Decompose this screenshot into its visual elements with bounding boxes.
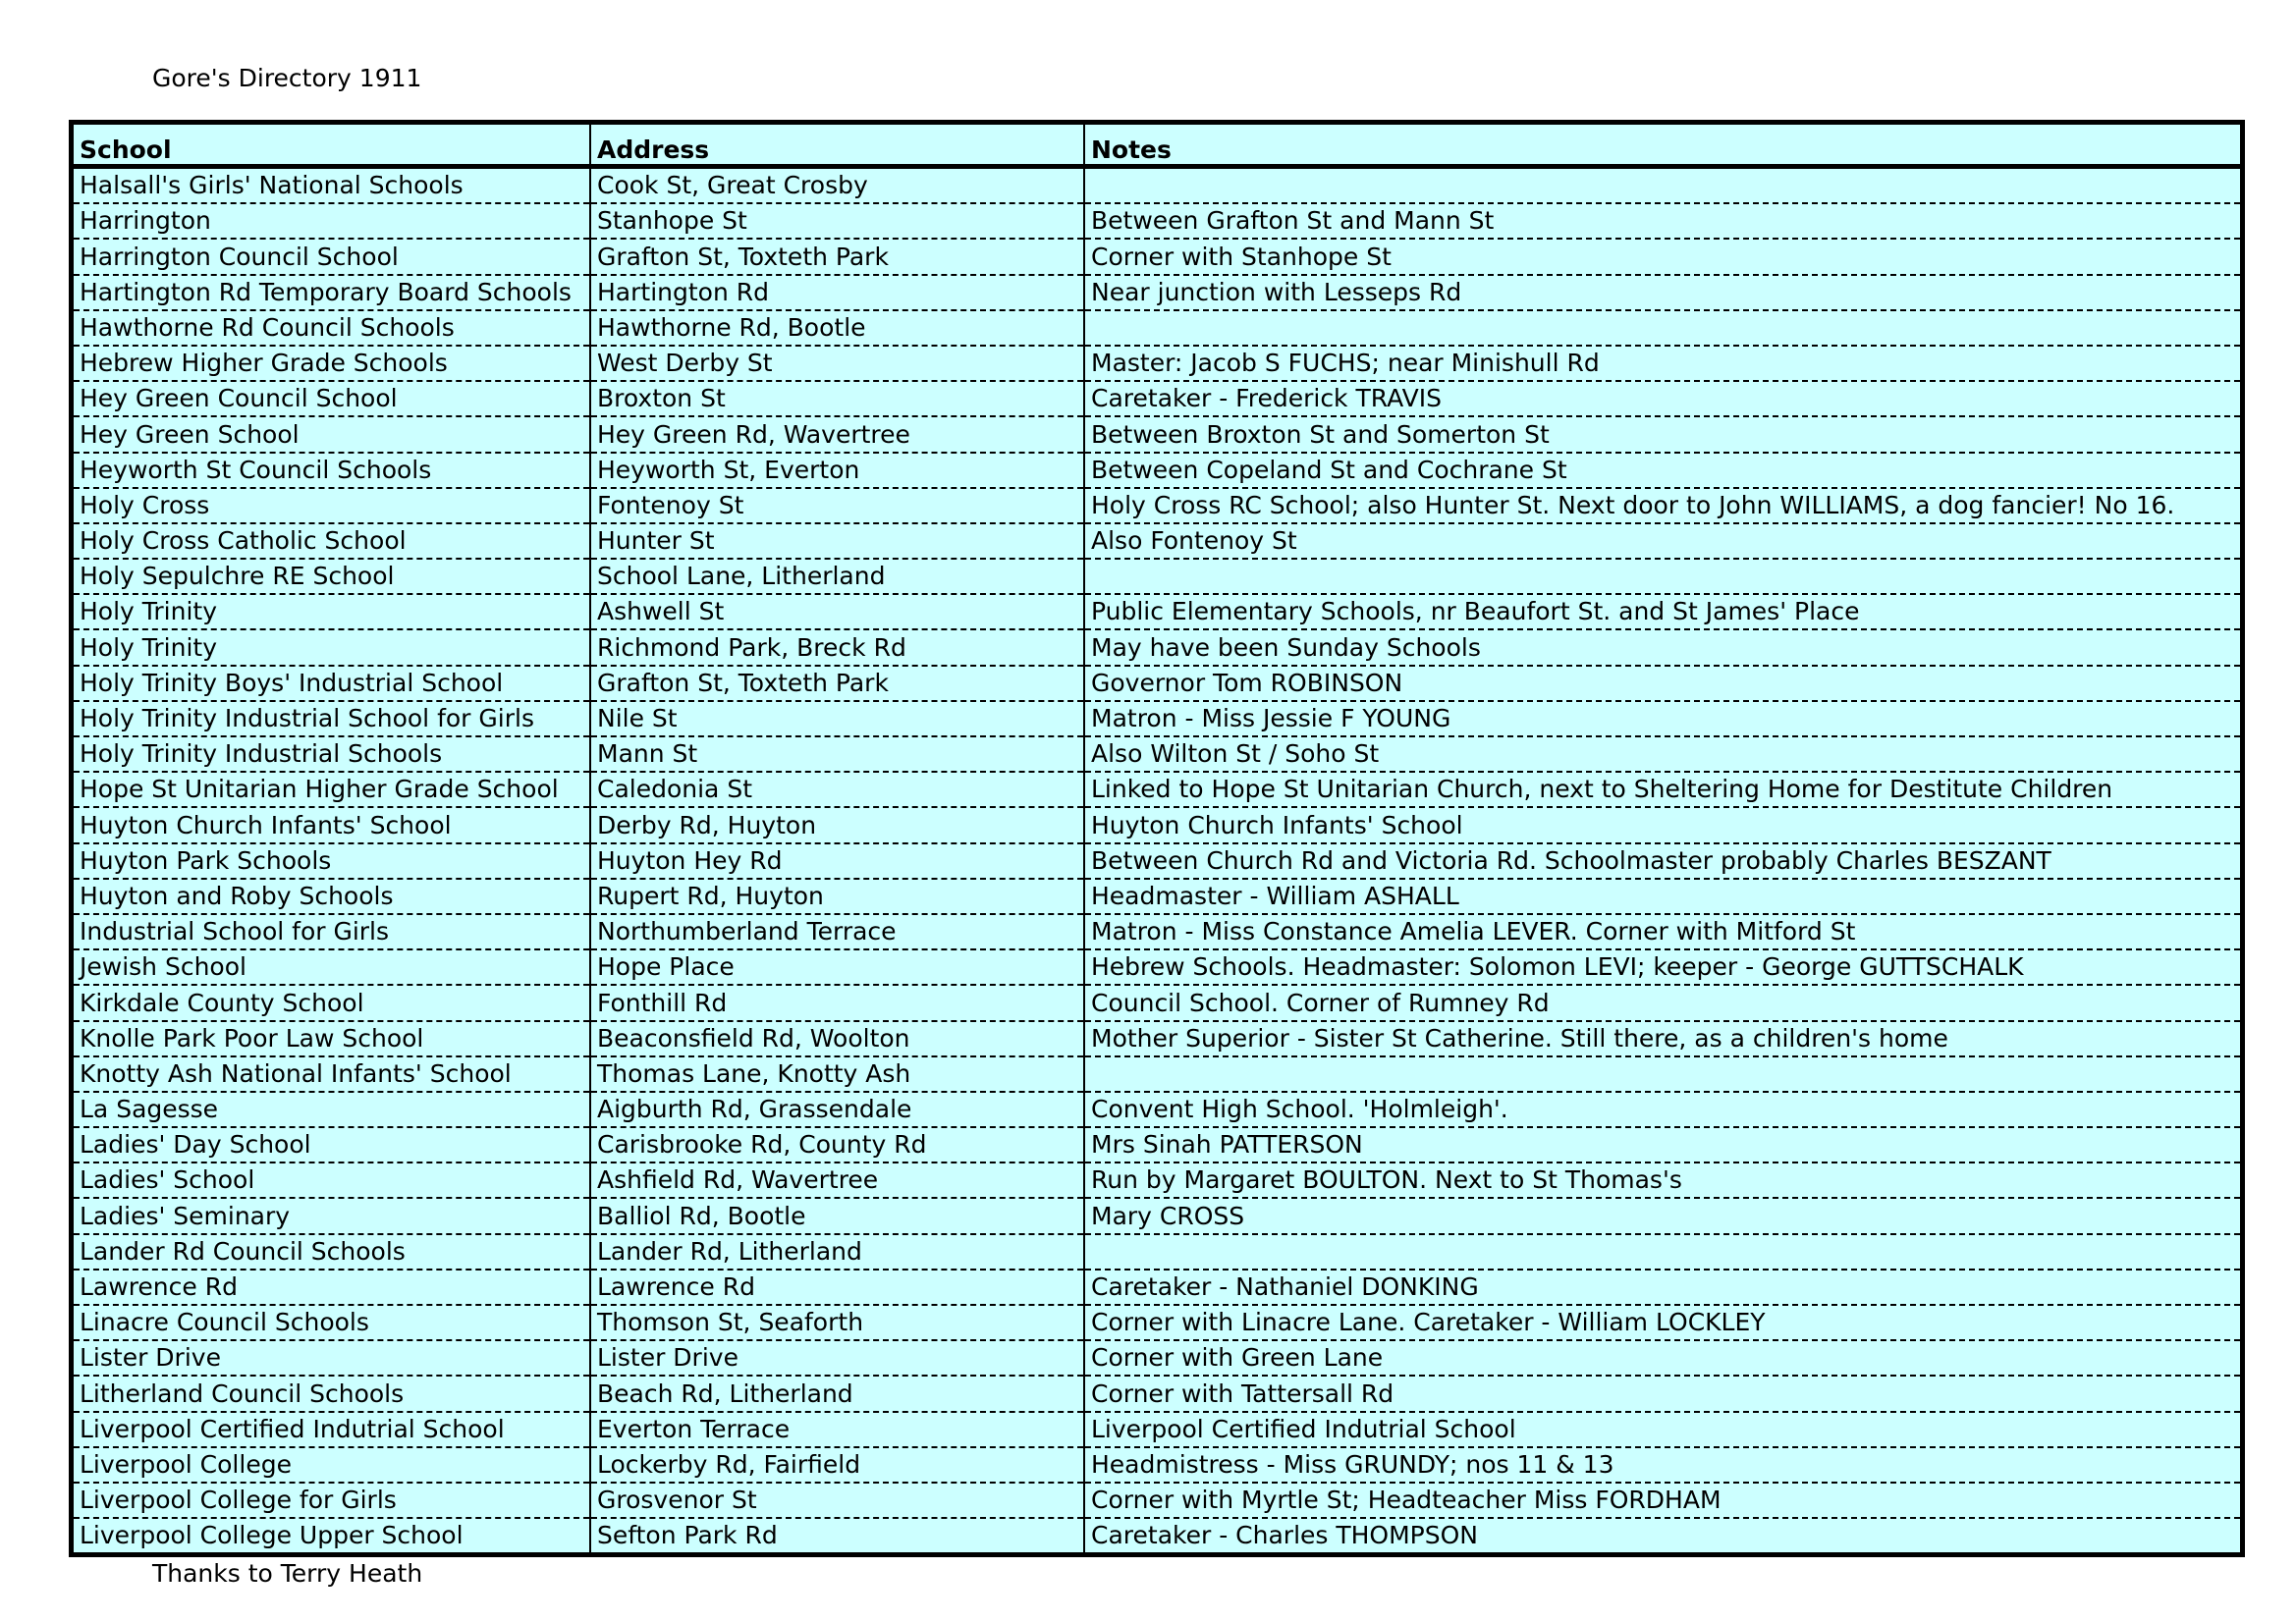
cell-address: Lockerby Rd, Fairfield (590, 1447, 1084, 1483)
table-row (74, 1198, 2240, 1233)
cell-school: Ladies' School (74, 1162, 590, 1198)
cell-school: Hartington Rd Temporary Board Schools (74, 275, 590, 310)
table-row (74, 523, 2240, 559)
table-row (74, 167, 2240, 204)
cell-notes: Mrs Sinah PATTERSON (1084, 1127, 2240, 1162)
cell-address: Hope Place (590, 949, 1084, 985)
cell-notes: Between Broxton St and Somerton St (1084, 416, 2240, 452)
table-row (74, 1127, 2240, 1162)
table-row (74, 488, 2240, 523)
cell-notes: Corner with Tattersall Rd (1084, 1376, 2240, 1411)
table-row (74, 736, 2240, 772)
cell-address: Huyton Hey Rd (590, 843, 1084, 879)
cell-notes: Caretaker - Nathaniel DONKING (1084, 1270, 2240, 1305)
cell-address: Heyworth St, Everton (590, 453, 1084, 488)
table-row (74, 843, 2240, 879)
table-row (74, 416, 2240, 452)
table-row (74, 914, 2240, 949)
cell-address: Hartington Rd (590, 275, 1084, 310)
table-row (74, 772, 2240, 807)
cell-address: Grosvenor St (590, 1483, 1084, 1518)
cell-school: Jewish School (74, 949, 590, 985)
cell-school: Kirkdale County School (74, 985, 590, 1020)
table-row (74, 1162, 2240, 1198)
cell-address: Fonthill Rd (590, 985, 1084, 1020)
cell-address: School Lane, Litherland (590, 559, 1084, 594)
footer-credit: Thanks to Terry Heath (152, 1559, 423, 1588)
cell-school: Hebrew Higher Grade Schools (74, 346, 590, 381)
cell-notes: Mary CROSS (1084, 1198, 2240, 1233)
table-row (74, 1234, 2240, 1270)
cell-address: Carisbrooke Rd, County Rd (590, 1127, 1084, 1162)
cell-school: Knotty Ash National Infants' School (74, 1056, 590, 1092)
cell-school: Ladies' Day School (74, 1127, 590, 1162)
cell-address: Lawrence Rd (590, 1270, 1084, 1305)
cell-notes: Corner with Stanhope St (1084, 239, 2240, 274)
cell-address: Beach Rd, Litherland (590, 1376, 1084, 1411)
cell-address: Balliol Rd, Bootle (590, 1198, 1084, 1233)
cell-address: Ashfield Rd, Wavertree (590, 1162, 1084, 1198)
cell-school: Holy Trinity (74, 629, 590, 665)
cell-school: Holy Trinity Boys' Industrial School (74, 666, 590, 701)
header-school: School (74, 125, 590, 167)
table-row (74, 629, 2240, 665)
table-row (74, 1518, 2240, 1552)
cell-notes: Matron - Miss Jessie F YOUNG (1084, 701, 2240, 736)
cell-notes: Mother Superior - Sister St Catherine. Still there, as a children's home (1084, 1021, 2240, 1056)
cell-school: La Sagesse (74, 1092, 590, 1127)
table-row (74, 949, 2240, 985)
cell-address: Lander Rd, Litherland (590, 1234, 1084, 1270)
cell-notes: Holy Cross RC School; also Hunter St. Next door to John WILLIAMS, a dog fancier! No 16. (1084, 488, 2240, 523)
table-row (74, 701, 2240, 736)
cell-school: Knolle Park Poor Law School (74, 1021, 590, 1056)
table-row (74, 310, 2240, 346)
table-row (74, 1376, 2240, 1411)
cell-notes: Between Grafton St and Mann St (1084, 203, 2240, 239)
cell-address: Stanhope St (590, 203, 1084, 239)
cell-school: Hawthorne Rd Council Schools (74, 310, 590, 346)
cell-school: Harrington (74, 203, 590, 239)
cell-address: Northumberland Terrace (590, 914, 1084, 949)
cell-school: Litherland Council Schools (74, 1376, 590, 1411)
table-row (74, 879, 2240, 914)
table-row (74, 1056, 2240, 1092)
cell-address: Hunter St (590, 523, 1084, 559)
table-row (74, 985, 2240, 1020)
table-header-row (74, 125, 2240, 167)
cell-address: Sefton Park Rd (590, 1518, 1084, 1552)
cell-address: Thomas Lane, Knotty Ash (590, 1056, 1084, 1092)
cell-notes: May have been Sunday Schools (1084, 629, 2240, 665)
cell-school: Huyton Church Infants' School (74, 807, 590, 842)
cell-school: Huyton Park Schools (74, 843, 590, 879)
cell-notes: Master: Jacob S FUCHS; near Minishull Rd (1084, 346, 2240, 381)
table-row (74, 1447, 2240, 1483)
cell-notes: Between Church Rd and Victoria Rd. Schoolmaster probably Charles BESZANT (1084, 843, 2240, 879)
table-row (74, 1092, 2240, 1127)
cell-notes: Corner with Myrtle St; Headteacher Miss FORDHAM (1084, 1483, 2240, 1518)
cell-notes: Linked to Hope St Unitarian Church, next to Sheltering Home for Destitute Children (1084, 772, 2240, 807)
cell-address: Broxton St (590, 381, 1084, 416)
cell-notes: Corner with Green Lane (1084, 1340, 2240, 1376)
cell-school: Hey Green School (74, 416, 590, 452)
cell-notes (1084, 1056, 2240, 1092)
table-row (74, 807, 2240, 842)
header-address: Address (590, 125, 1084, 167)
cell-address: Richmond Park, Breck Rd (590, 629, 1084, 665)
cell-school: Lawrence Rd (74, 1270, 590, 1305)
cell-school: Holy Trinity Industrial School for Girls (74, 701, 590, 736)
cell-address: Grafton St, Toxteth Park (590, 239, 1084, 274)
cell-address: Rupert Rd, Huyton (590, 879, 1084, 914)
cell-address: Fontenoy St (590, 488, 1084, 523)
table-row (74, 381, 2240, 416)
table-row (74, 1270, 2240, 1305)
table-row (74, 666, 2240, 701)
table-row (74, 453, 2240, 488)
cell-school: Holy Cross (74, 488, 590, 523)
cell-address: Mann St (590, 736, 1084, 772)
cell-notes: Huyton Church Infants' School (1084, 807, 2240, 842)
cell-school: Lister Drive (74, 1340, 590, 1376)
cell-address: Nile St (590, 701, 1084, 736)
cell-notes: Near junction with Lesseps Rd (1084, 275, 2240, 310)
table-row (74, 239, 2240, 274)
schools-table-container (69, 120, 2245, 1557)
cell-address: Cook St, Great Crosby (590, 167, 1084, 204)
cell-school: Lander Rd Council Schools (74, 1234, 590, 1270)
cell-address: Ashwell St (590, 594, 1084, 629)
cell-school: Liverpool College (74, 1447, 590, 1483)
cell-address: West Derby St (590, 346, 1084, 381)
cell-address: Hawthorne Rd, Bootle (590, 310, 1084, 346)
cell-address: Derby Rd, Huyton (590, 807, 1084, 842)
cell-notes: Public Elementary Schools, nr Beaufort St. and St James' Place (1084, 594, 2240, 629)
table-row (74, 559, 2240, 594)
table-row (74, 1021, 2240, 1056)
table-row (74, 275, 2240, 310)
cell-address: Aigburth Rd, Grassendale (590, 1092, 1084, 1127)
cell-notes: Convent High School. 'Holmleigh'. (1084, 1092, 2240, 1127)
cell-address: Grafton St, Toxteth Park (590, 666, 1084, 701)
cell-school: Industrial School for Girls (74, 914, 590, 949)
table-body (74, 167, 2240, 1553)
cell-notes (1084, 559, 2240, 594)
cell-notes: Headmistress - Miss GRUNDY; nos 11 & 13 (1084, 1447, 2240, 1483)
cell-school: Liverpool Certified Indutrial School (74, 1412, 590, 1447)
cell-notes (1084, 167, 2240, 204)
cell-notes: Hebrew Schools. Headmaster: Solomon LEVI; keeper - George GUTTSCHALK (1084, 949, 2240, 985)
cell-notes (1084, 310, 2240, 346)
cell-address: Hey Green Rd, Wavertree (590, 416, 1084, 452)
cell-school: Liverpool College for Girls (74, 1483, 590, 1518)
schools-table (74, 125, 2240, 1552)
cell-school: Liverpool College Upper School (74, 1518, 590, 1552)
cell-notes: Governor Tom ROBINSON (1084, 666, 2240, 701)
cell-notes: Run by Margaret BOULTON. Next to St Thomas's (1084, 1162, 2240, 1198)
document-title: Gore's Directory 1911 (152, 64, 422, 92)
cell-address: Lister Drive (590, 1340, 1084, 1376)
cell-address: Everton Terrace (590, 1412, 1084, 1447)
cell-notes: Headmaster - William ASHALL (1084, 879, 2240, 914)
cell-school: Linacre Council Schools (74, 1305, 590, 1340)
cell-notes (1084, 1234, 2240, 1270)
table-row (74, 594, 2240, 629)
header-notes: Notes (1084, 125, 2240, 167)
cell-notes: Matron - Miss Constance Amelia LEVER. Corner with Mitford St (1084, 914, 2240, 949)
cell-school: Huyton and Roby Schools (74, 879, 590, 914)
cell-notes: Caretaker - Frederick TRAVIS (1084, 381, 2240, 416)
cell-school: Holy Trinity Industrial Schools (74, 736, 590, 772)
cell-notes: Caretaker - Charles THOMPSON (1091, 1521, 1479, 1550)
cell-school: Harrington Council School (74, 239, 590, 274)
cell-school: Holy Cross Catholic School (74, 523, 590, 559)
table-row (74, 1305, 2240, 1340)
cell-school: Hey Green Council School (74, 381, 590, 416)
cell-school: Holy Sepulchre RE School (74, 559, 590, 594)
table-row (74, 346, 2240, 381)
cell-notes: Between Copeland St and Cochrane St (1084, 453, 2240, 488)
cell-school: Holy Trinity (74, 594, 590, 629)
cell-school: Heyworth St Council Schools (74, 453, 590, 488)
cell-school: Halsall's Girls' National Schools (74, 167, 590, 204)
cell-notes: Corner with Linacre Lane. Caretaker - William LOCKLEY (1084, 1305, 2240, 1340)
cell-notes: Liverpool Certified Indutrial School (1084, 1412, 2240, 1447)
cell-address: Thomson St, Seaforth (590, 1305, 1084, 1340)
table-row (74, 1340, 2240, 1376)
cell-notes: Council School. Corner of Rumney Rd (1084, 985, 2240, 1020)
cell-notes: Also Wilton St / Soho St (1084, 736, 2240, 772)
table-row (74, 203, 2240, 239)
cell-notes: Also Fontenoy St (1084, 523, 2240, 559)
cell-school: Ladies' Seminary (74, 1198, 590, 1233)
table-row (74, 1412, 2240, 1447)
cell-school: Hope St Unitarian Higher Grade School (74, 772, 590, 807)
cell-address: Beaconsfield Rd, Woolton (590, 1021, 1084, 1056)
table-row (74, 1483, 2240, 1518)
cell-address: Caledonia St (590, 772, 1084, 807)
